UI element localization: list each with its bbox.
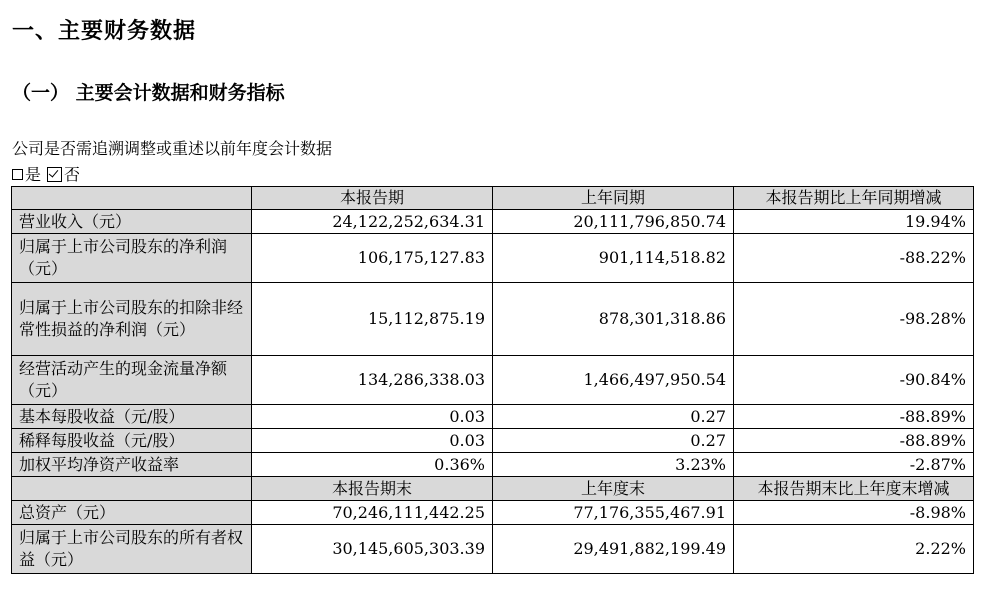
change-value: -2.87% [734, 453, 974, 477]
header-current-period: 本报告期 [252, 187, 493, 210]
current-value: 24,122,252,634.31 [252, 210, 493, 234]
current-value: 134,286,338.03 [252, 356, 493, 405]
table-row [12, 405, 974, 429]
row-label: 稀释每股收益（元/股） [12, 429, 252, 453]
table-row [12, 525, 974, 574]
header-prior-period: 上年同期 [493, 187, 734, 210]
change-value: -88.22% [734, 234, 974, 283]
unchecked-checkbox-icon [12, 169, 23, 180]
change-value: -88.89% [734, 429, 974, 453]
prior-value: 29,491,882,199.49 [493, 525, 734, 574]
header-change-vs-year-end: 本报告期末比上年度末增减 [734, 477, 974, 501]
prior-value: 77,176,355,467.91 [493, 501, 734, 525]
row-label: 归属于上市公司股东的扣除非经常性损益的净利润（元） [12, 283, 252, 356]
row-label: 归属于上市公司股东的净利润（元） [12, 234, 252, 283]
change-value: -88.89% [734, 405, 974, 429]
row-label: 总资产（元） [12, 501, 252, 525]
prior-value: 3.23% [493, 453, 734, 477]
current-value: 15,112,875.19 [252, 283, 493, 356]
current-value: 106,175,127.83 [252, 234, 493, 283]
table-row [12, 429, 974, 453]
current-value: 0.36% [252, 453, 493, 477]
change-value: -8.98% [734, 501, 974, 525]
checked-checkbox-icon [47, 167, 62, 182]
option-yes-label: 是 [25, 165, 42, 184]
restatement-options [12, 162, 80, 185]
row-label: 基本每股收益（元/股） [12, 405, 252, 429]
current-value: 0.03 [252, 429, 493, 453]
header-blank-cell [12, 477, 252, 501]
prior-value: 0.27 [493, 429, 734, 453]
restatement-question: 公司是否需追溯调整或重述以前年度会计数据 [12, 139, 333, 158]
prior-value: 0.27 [493, 405, 734, 429]
change-value: -98.28% [734, 283, 974, 356]
row-label: 加权平均净资产收益率 [12, 453, 252, 477]
table-row [12, 234, 974, 283]
table-row [12, 501, 974, 525]
current-value: 70,246,111,442.25 [252, 501, 493, 525]
prior-value: 1,466,497,950.54 [493, 356, 734, 405]
table-header-row [12, 477, 974, 501]
header-change: 本报告期比上年同期增减 [734, 187, 974, 210]
table-row [12, 210, 974, 234]
header-blank-cell [12, 187, 252, 210]
prior-value: 20,111,796,850.74 [493, 210, 734, 234]
subsection-heading: （一） 主要会计数据和财务指标 [12, 82, 285, 104]
table-header-row [12, 187, 974, 210]
section-heading: 一、主要财务数据 [12, 19, 197, 44]
prior-value: 901,114,518.82 [493, 234, 734, 283]
row-label: 归属于上市公司股东的所有者权益（元） [12, 525, 252, 574]
header-prior-year-end: 上年度末 [493, 477, 734, 501]
change-value: 2.22% [734, 525, 974, 574]
row-label: 营业收入（元） [12, 210, 252, 234]
current-value: 30,145,605,303.39 [252, 525, 493, 574]
change-value: 19.94% [734, 210, 974, 234]
financial-data-table [11, 186, 974, 574]
prior-value: 878,301,318.86 [493, 283, 734, 356]
option-no-label: 否 [64, 165, 81, 184]
change-value: -90.84% [734, 356, 974, 405]
table-row [12, 283, 974, 356]
header-period-end: 本报告期末 [252, 477, 493, 501]
row-label: 经营活动产生的现金流量净额（元） [12, 356, 252, 405]
table-row [12, 453, 974, 477]
current-value: 0.03 [252, 405, 493, 429]
table-row [12, 356, 974, 405]
